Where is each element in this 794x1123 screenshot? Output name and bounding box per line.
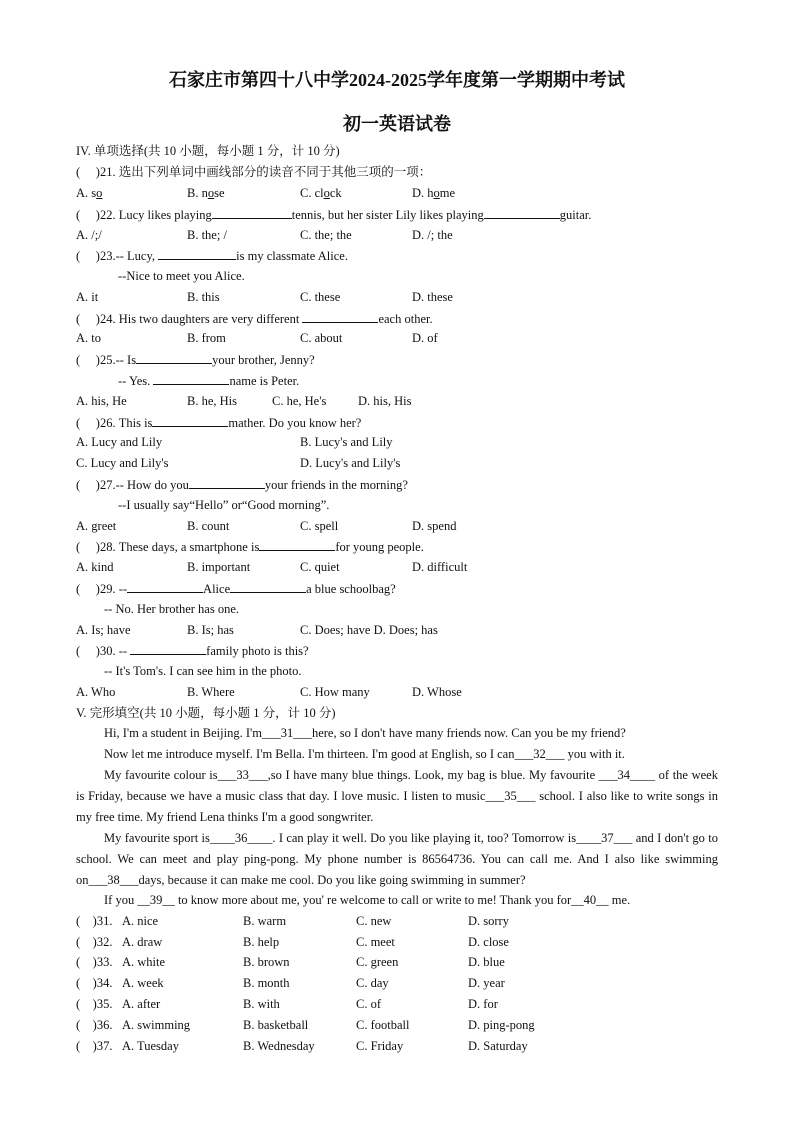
section4-heading: IV. 单项选择(共 10 小题，每小题 1 分，计 10 分): [76, 144, 340, 158]
passage-paragraph-3: My favourite colour is___33___,so I have many blue things. Look, my bag is blue. My favourite ___34____ of the week is Friday, because we have a music class that day. I love music. I listen to music___35___ school. I also like to write songs in my free time. My friend Lena thinks I'm a good songwriter.: [76, 768, 718, 824]
option-26b: B. Lucy's and Lily: [300, 435, 393, 449]
option-27a: A. greet: [76, 519, 117, 533]
option-29a: A. Is; have: [76, 623, 131, 637]
option-28a: A. kind: [76, 560, 114, 574]
passage-paragraph-2: Now let me introduce myself. I'm Bella. I'm thirteen. I'm good at English, so I can___32___ you with it.: [104, 747, 625, 761]
option-31c: C. new: [356, 914, 392, 928]
option-30b: B. Where: [187, 685, 235, 699]
question-24: ( )24. His two daughters are very different each other.: [76, 312, 433, 326]
option-21d: D. home: [412, 186, 456, 200]
option-22b: B. the; /: [187, 228, 227, 242]
section5-heading: V. 完形填空(共 10 小题，每小题 1 分，计 10 分): [76, 706, 336, 720]
question-22: ( )22. Lucy likes playing tennis, but her sister Lily likes playing guitar.: [76, 208, 592, 222]
option-22d: D. /; the: [412, 228, 453, 242]
option-25a: A. his, He: [76, 394, 127, 408]
option-23a: A. it: [76, 290, 99, 304]
option-36a: A. swimming: [122, 1018, 191, 1032]
option-33c: C. green: [356, 955, 399, 969]
option-25c: C. he, He's: [272, 394, 327, 408]
exam-subtitle: 初一英语试卷: [343, 114, 451, 134]
question-30: ( )30. -- family photo is this?: [76, 644, 309, 658]
option-27b: B. count: [187, 519, 230, 533]
option-34b: B. month: [243, 976, 290, 990]
option-21c: C. clock: [300, 186, 342, 200]
option-35b: B. with: [243, 997, 280, 1011]
reply-25: -- Yes. name is Peter.: [118, 374, 300, 388]
question-21: ( )21. 选出下列单词中画线部分的读音不同于其他三项的一项：: [76, 165, 432, 179]
option-28b: B. important: [187, 560, 251, 574]
option-32b: B. help: [243, 935, 280, 949]
option-31a: A. nice: [122, 914, 159, 928]
option-24b: B. from: [187, 331, 226, 345]
passage-paragraph-5: If you __39__ to know more about me, you' re welcome to call or write to me! Thank you for__40__ me.: [104, 893, 631, 907]
option-26a: A. Lucy and Lily: [76, 435, 163, 449]
question-26: ( )26. This is mather. Do you know her?: [76, 416, 362, 430]
reply-23: --Nice to meet you Alice.: [118, 269, 245, 283]
option-22c: C. the; the: [300, 228, 352, 242]
option-36b: B. basketball: [243, 1018, 309, 1032]
option-34d: D. year: [468, 976, 505, 990]
option-33a: A. white: [122, 955, 166, 969]
reply-30: -- It's Tom's. I can see him in the photo.: [104, 664, 302, 678]
answer-row-35: ( )35.: [76, 997, 113, 1011]
option-36c: C. football: [356, 1018, 410, 1032]
option-37a: A. Tuesday: [122, 1039, 179, 1053]
option-29cd: C. Does; have D. Does; has: [300, 623, 438, 637]
answer-row-33: ( )33.: [76, 955, 113, 969]
option-29b: B. Is; has: [187, 623, 234, 637]
option-30d: D. Whose: [412, 685, 462, 699]
option-34a: A. week: [122, 976, 164, 990]
option-27d: D. spend: [412, 519, 457, 533]
option-26d: D. Lucy's and Lily's: [300, 456, 401, 470]
option-30a: A. Who: [76, 685, 116, 699]
reply-29: -- No. Her brother has one.: [104, 602, 240, 616]
option-35a: A. after: [122, 997, 161, 1011]
option-37b: B. Wednesday: [243, 1039, 315, 1053]
exam-title: 石家庄市第四十八中学2024-2025学年度第一学期期中考试: [169, 70, 625, 90]
option-34c: C. day: [356, 976, 389, 990]
option-35d: D. for: [468, 997, 498, 1011]
option-32a: A. draw: [122, 935, 163, 949]
option-25b: B. he, His: [187, 394, 237, 408]
reply-27: --I usually say“Hello” or“Good morning”.: [118, 498, 330, 512]
option-23b: B. this: [187, 290, 220, 304]
option-27c: C. spell: [300, 519, 339, 533]
option-33b: B. brown: [243, 955, 290, 969]
option-37c: C. Friday: [356, 1039, 404, 1053]
option-31d: D. sorry: [468, 914, 509, 928]
passage-paragraph-1: Hi, I'm a student in Beijing. I'm___31___here, so I don't have many friends now. Can you be my friend?: [104, 726, 626, 740]
option-26c: C. Lucy and Lily's: [76, 456, 169, 470]
option-28c: C. quiet: [300, 560, 340, 574]
option-21b: B. nose: [187, 186, 225, 200]
answer-row-37: ( )37.: [76, 1039, 113, 1053]
option-28d: D. difficult: [412, 560, 468, 574]
option-31b: B. warm: [243, 914, 287, 928]
answer-row-31: ( )31.: [76, 914, 113, 928]
option-21a: A. so: [76, 186, 103, 200]
question-23: ( )23.-- Lucy, is my classmate Alice.: [76, 249, 348, 263]
option-36d: D. ping-pong: [468, 1018, 535, 1032]
option-33d: D. blue: [468, 955, 505, 969]
option-32d: D. close: [468, 935, 509, 949]
question-29: ( )29. -- Alice a blue schoolbag?: [76, 582, 396, 596]
option-37d: D. Saturday: [468, 1039, 528, 1053]
option-24d: D. of: [412, 331, 438, 345]
answer-row-36: ( )36.: [76, 1018, 113, 1032]
question-27: ( )27.-- How do you your friends in the morning?: [76, 478, 408, 492]
option-24a: A. to: [76, 331, 101, 345]
option-32c: C. meet: [356, 935, 395, 949]
option-30c: C. How many: [300, 685, 370, 699]
passage-paragraph-4: My favourite sport is____36____. I can play it well. Do you like playing it, too? Tomorrow is____37___ and I don't go to school. We can meet and play ping-pong. My phone number is 86564736. You can call me. And I also like swimming on___38___days, because it can make me cool. Do you like going swimming in summer?: [76, 831, 718, 887]
option-23d: D. these: [412, 290, 453, 304]
option-35c: C. of: [356, 997, 381, 1011]
question-28: ( )28. These days, a smartphone is for young people.: [76, 540, 424, 554]
answer-row-32: ( )32.: [76, 935, 113, 949]
answer-row-34: ( )34.: [76, 976, 113, 990]
option-23c: C. these: [300, 290, 341, 304]
option-22a: A. /;/: [76, 228, 102, 242]
option-24c: C. about: [300, 331, 343, 345]
option-25d: D. his, His: [358, 394, 412, 408]
question-25: ( )25.-- Is your brother, Jenny?: [76, 353, 315, 367]
